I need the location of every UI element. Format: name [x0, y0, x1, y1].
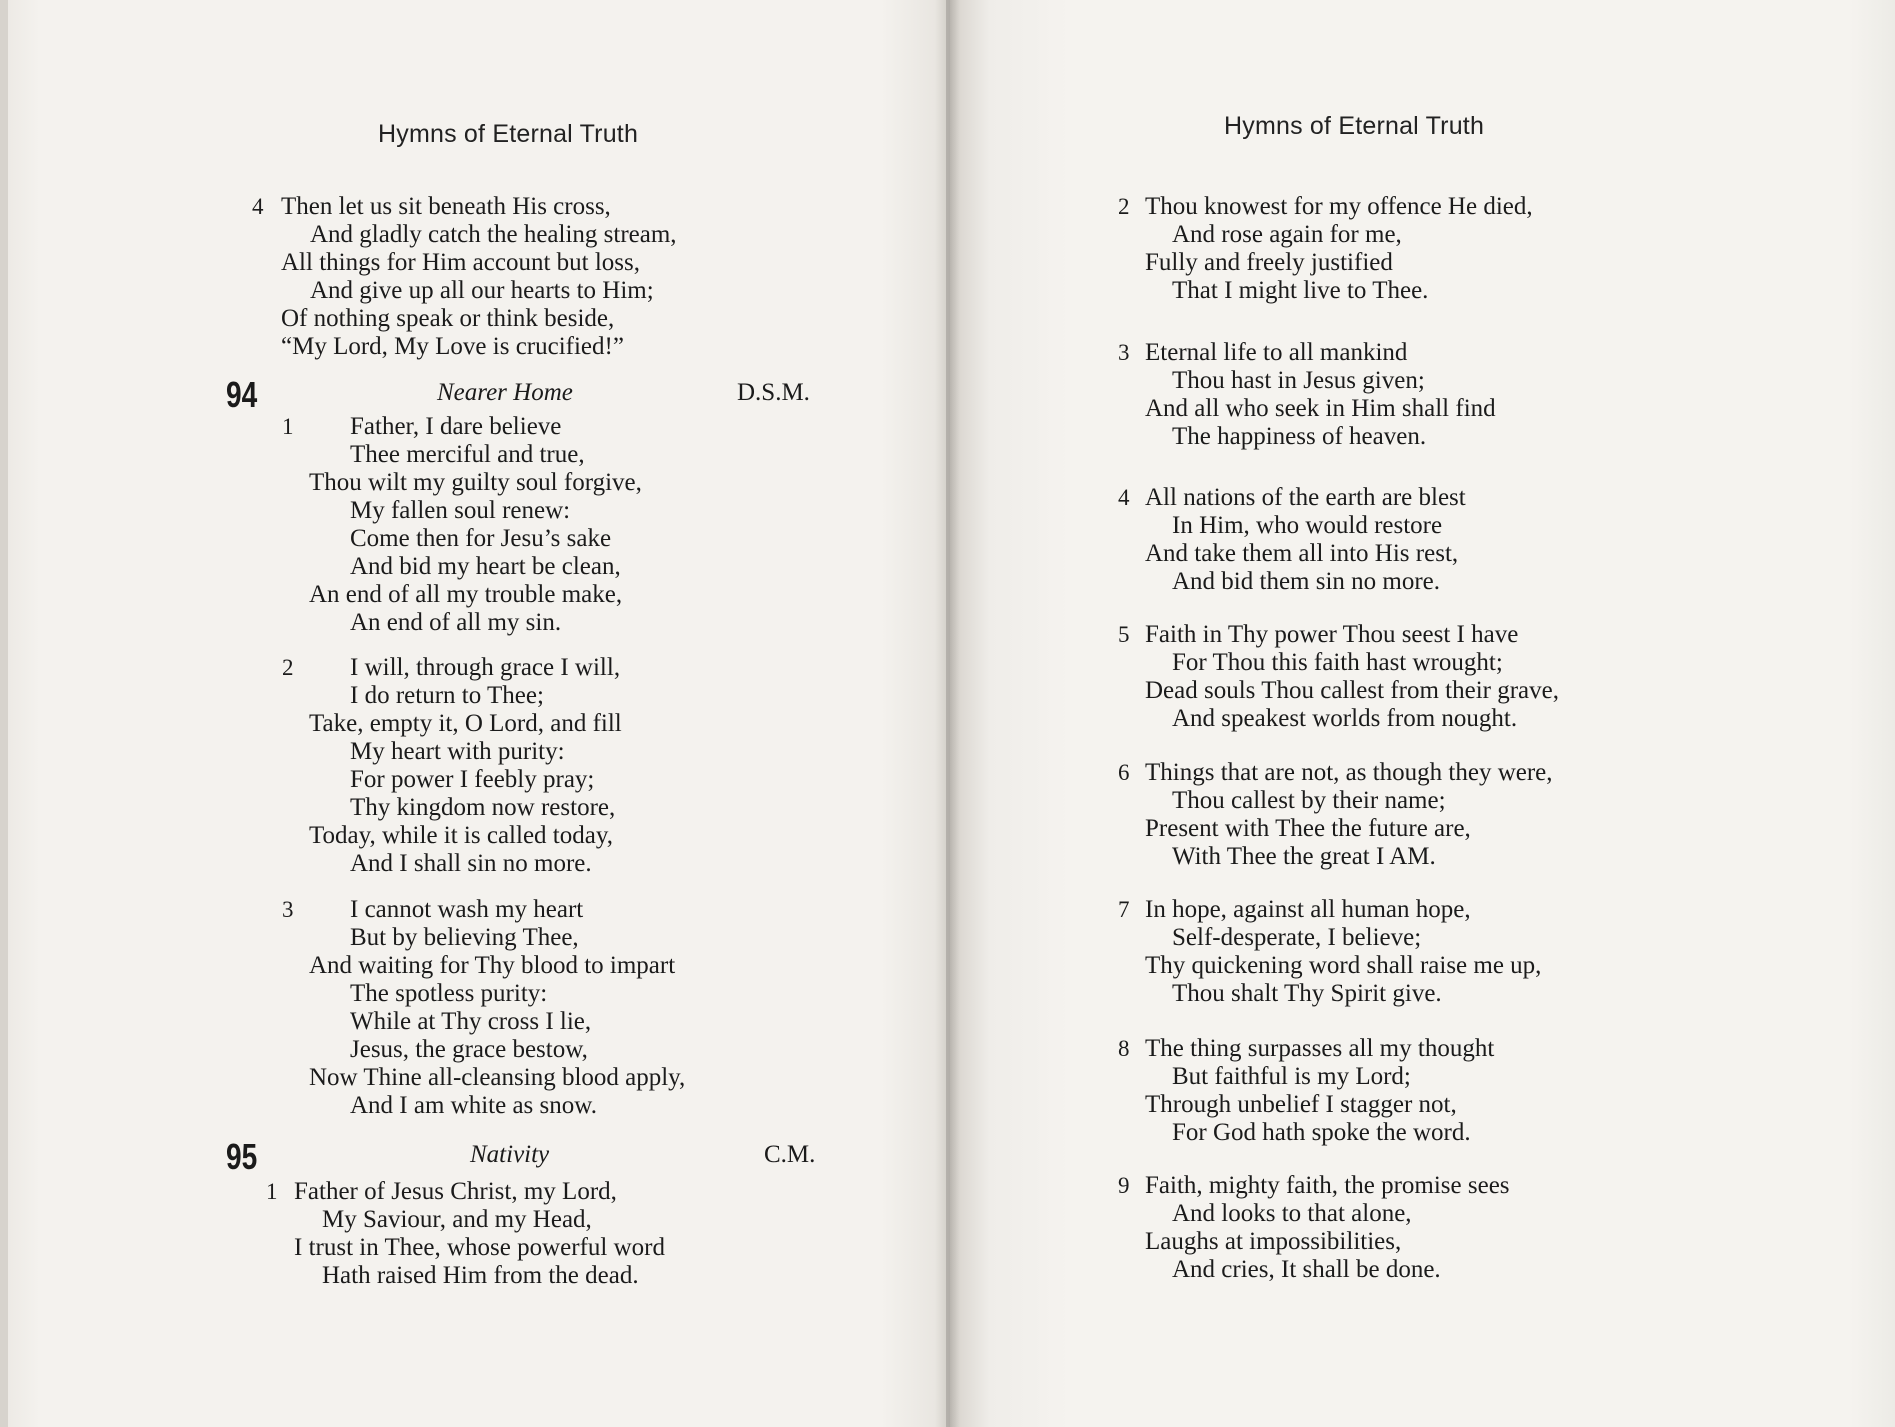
- verse-line: And all who seek in Him shall find: [1145, 395, 1496, 422]
- running-head-right: Hymns of Eternal Truth: [1224, 112, 1485, 140]
- verse-line: And take them all into His rest,: [1145, 540, 1459, 567]
- verse-line: My heart with purity:: [350, 738, 565, 765]
- verse-line: And waiting for Thy blood to impart: [309, 952, 676, 979]
- verse-line: For God hath spoke the word.: [1172, 1119, 1471, 1146]
- verse-line: And cries, It shall be done.: [1172, 1256, 1441, 1283]
- verse-line: Thy quickening word shall raise me up,: [1145, 952, 1542, 979]
- hymn-title: Nearer Home: [437, 379, 573, 406]
- verse-line: I do return to Thee;: [350, 682, 544, 709]
- page-edge: [0, 0, 8, 1427]
- verse-line: And looks to that alone,: [1172, 1200, 1412, 1227]
- verse-line: Things that are not, as though they were,: [1145, 759, 1553, 786]
- verse-line: Today, while it is called today,: [309, 822, 613, 849]
- verse-line: But faithful is my Lord;: [1172, 1063, 1411, 1090]
- verse-line: The spotless purity:: [350, 980, 548, 1007]
- verse-number: 3: [282, 897, 294, 922]
- verse-line: In hope, against all human hope,: [1145, 896, 1471, 923]
- verse-line: And bid my heart be clean,: [350, 553, 621, 580]
- verse-line: Self-desperate, I believe;: [1172, 924, 1422, 951]
- verse-line: Thou shalt Thy Spirit give.: [1172, 980, 1442, 1007]
- verse-line: Dead souls Thou callest from their grave,: [1145, 677, 1560, 704]
- verse-line: With Thee the great I AM.: [1172, 843, 1436, 870]
- verse-line: Take, empty it, O Lord, and fill: [309, 710, 622, 737]
- verse-line: Thou wilt my guilty soul forgive,: [309, 469, 642, 496]
- verse-line: Of nothing speak or think beside,: [281, 305, 615, 332]
- verse-line: But by believing Thee,: [350, 924, 579, 951]
- verse-line: My fallen soul renew:: [350, 497, 571, 524]
- verse-line: Thee merciful and true,: [350, 441, 585, 468]
- verse-line: Then let us sit beneath His cross,: [281, 193, 611, 220]
- verse-number: 6: [1118, 760, 1130, 785]
- verse-line: Thou hast in Jesus given;: [1172, 367, 1425, 394]
- verse-line: Thy kingdom now restore,: [350, 794, 616, 821]
- running-head-left: Hymns of Eternal Truth: [378, 120, 639, 148]
- verse-line: My Saviour, and my Head,: [322, 1206, 592, 1233]
- verse-number: 8: [1118, 1036, 1130, 1061]
- verse-line: That I might live to Thee.: [1172, 277, 1429, 304]
- verse-line: All nations of the earth are blest: [1145, 484, 1466, 511]
- verse-line: And rose again for me,: [1172, 221, 1402, 248]
- verse-line: All things for Him account but loss,: [281, 249, 640, 276]
- verse-line: Father, I dare believe: [350, 413, 562, 440]
- verse-number: 4: [1118, 485, 1130, 510]
- verse-line: For power I feebly pray;: [350, 766, 595, 793]
- verse-line: Faith, mighty faith, the promise sees: [1145, 1172, 1510, 1199]
- verse-line: Faith in Thy power Thou seest I have: [1145, 621, 1519, 648]
- verse-line: And give up all our hearts to Him;: [310, 277, 654, 304]
- right-page: [950, 0, 1895, 1427]
- verse-line: I will, through grace I will,: [350, 654, 621, 681]
- verse-line: Jesus, the grace bestow,: [350, 1036, 588, 1063]
- verse-line: And speakest worlds from nought.: [1172, 705, 1518, 732]
- verse-line: And I shall sin no more.: [350, 850, 592, 877]
- verse-line: The happiness of heaven.: [1172, 423, 1427, 450]
- verse-line: Hath raised Him from the dead.: [322, 1262, 639, 1289]
- verse-number: 9: [1118, 1173, 1130, 1198]
- hymn-meter: D.S.M.: [737, 379, 810, 406]
- verse-number: 1: [282, 414, 294, 439]
- verse-line: While at Thy cross I lie,: [350, 1008, 592, 1035]
- verse-line: Present with Thee the future are,: [1145, 815, 1471, 842]
- verse-number: 5: [1118, 622, 1130, 647]
- verse-line: I trust in Thee, whose powerful word: [294, 1234, 665, 1261]
- verse-number: 1: [266, 1179, 278, 1204]
- verse-line: I cannot wash my heart: [350, 896, 584, 923]
- verse-line: Thou callest by their name;: [1172, 787, 1446, 814]
- verse-line: For Thou this faith hast wrought;: [1172, 649, 1503, 676]
- verse-line: Come then for Jesu’s sake: [350, 525, 612, 552]
- verse-number: 3: [1118, 340, 1130, 365]
- hymn-meter: C.M.: [764, 1141, 816, 1168]
- hymn-number: 95: [226, 1136, 258, 1177]
- verse-line: Fully and freely justified: [1145, 249, 1393, 276]
- hymn-number: 94: [226, 374, 258, 415]
- verse-line: The thing surpasses all my thought: [1145, 1035, 1495, 1062]
- verse-number: 7: [1118, 897, 1130, 922]
- verse-line: Eternal life to all mankind: [1145, 339, 1408, 366]
- verse-line: Father of Jesus Christ, my Lord,: [294, 1178, 617, 1205]
- hymn-title: Nativity: [470, 1141, 550, 1168]
- verse-number: 2: [282, 655, 294, 680]
- verse-line: “My Lord, My Love is crucified!”: [281, 333, 624, 360]
- verse-number: 2: [1118, 194, 1130, 219]
- verse-line: And bid them sin no more.: [1172, 568, 1441, 595]
- verse-line: An end of all my sin.: [350, 609, 562, 636]
- verse-line: Now Thine all-cleansing blood apply,: [309, 1064, 686, 1091]
- verse-number: 4: [252, 194, 264, 219]
- verse-line: In Him, who would restore: [1172, 512, 1443, 539]
- verse-line: And I am white as snow.: [350, 1092, 597, 1119]
- verse-line: Thou knowest for my offence He died,: [1145, 193, 1533, 220]
- verse-line: An end of all my trouble make,: [309, 581, 623, 608]
- verse-line: And gladly catch the healing stream,: [310, 221, 677, 248]
- verse-line: Laughs at impossibilities,: [1145, 1228, 1402, 1255]
- verse-line: Through unbelief I stagger not,: [1145, 1091, 1457, 1118]
